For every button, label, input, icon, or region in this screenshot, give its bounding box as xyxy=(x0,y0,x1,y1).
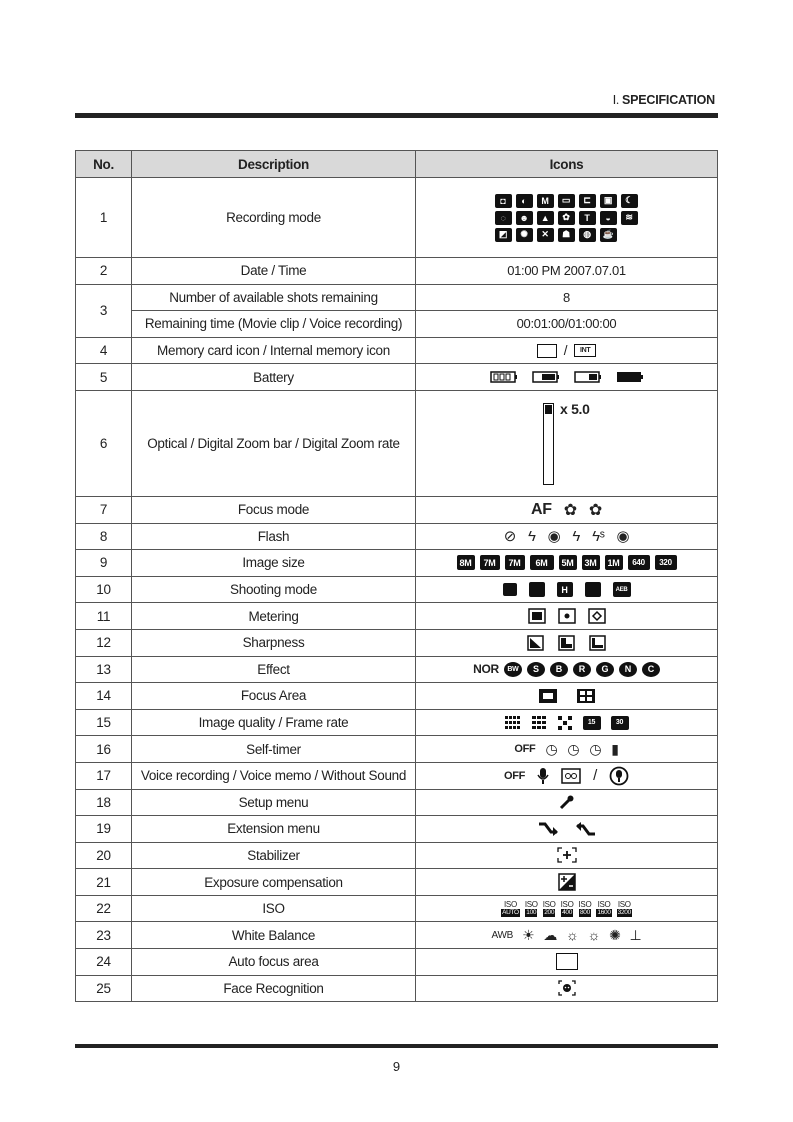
row-number: 9 xyxy=(76,550,132,577)
wrench-icon xyxy=(559,794,575,810)
row-icons xyxy=(416,496,718,523)
row-number: 2 xyxy=(76,258,132,285)
table-row xyxy=(76,842,718,869)
image-size-8m-icon: 8M xyxy=(457,555,475,570)
section-title: SPECIFICATION xyxy=(621,93,715,107)
iso-label: ISO xyxy=(578,899,592,909)
row-icons xyxy=(416,736,718,763)
page-header xyxy=(613,92,715,108)
fluorescent-h-icon: ☼ xyxy=(566,927,579,944)
continuous-shot-icon xyxy=(529,582,545,597)
sharpness-soft-icon xyxy=(527,635,544,651)
row-number: 3 xyxy=(76,284,132,337)
row-number: 24 xyxy=(76,949,132,976)
quality-normal-icon xyxy=(557,716,573,730)
movie-icon: ▣ xyxy=(600,194,617,208)
table-row xyxy=(76,629,718,656)
exposure-compensation-icon xyxy=(558,873,576,891)
row-number: 18 xyxy=(76,789,132,816)
remote-timer-icon: ▮ xyxy=(611,740,619,757)
table-row xyxy=(76,683,718,710)
battery-full-icon xyxy=(490,371,518,383)
zoom-bar-fill xyxy=(545,405,552,414)
iso-3200-icon xyxy=(617,901,632,917)
manual-icon: M xyxy=(537,194,554,208)
children-icon: ☻ xyxy=(516,211,533,225)
extension-menu-down-icon xyxy=(537,821,559,837)
effect-bw-icon: BW xyxy=(504,662,522,677)
table-row xyxy=(76,258,718,285)
cloudy-icon: ☁ xyxy=(543,926,558,943)
sharpness-vivid-icon xyxy=(589,635,606,651)
iso-auto-icon xyxy=(501,901,520,917)
text-icon: T xyxy=(579,211,596,225)
row-number: 15 xyxy=(76,709,132,736)
row-description: Setup menu xyxy=(132,789,416,816)
iso-label: ISO xyxy=(597,899,611,909)
iso-label: ISO xyxy=(560,899,574,909)
row-number: 19 xyxy=(76,816,132,843)
section-roman-numeral: Ⅰ. xyxy=(612,93,619,107)
table-row xyxy=(76,975,718,1002)
iso-label: ISO xyxy=(524,899,538,909)
row-description: Auto focus area xyxy=(132,949,416,976)
table-row xyxy=(76,337,718,364)
row-description: Remaining time (Movie clip / Voice recording) xyxy=(132,311,416,338)
iso-value: 1600 xyxy=(597,908,611,916)
high-speed-continuous-icon: H xyxy=(557,582,573,597)
flash-auto-icon: ϟ xyxy=(527,527,536,545)
row-description: Number of available shots remaining xyxy=(132,284,416,311)
row-icons xyxy=(416,895,718,922)
auto-macro-icon: ✿ xyxy=(563,501,577,519)
iso-1600-icon xyxy=(596,901,611,917)
iso-value: 100 xyxy=(526,908,537,916)
motion-capture-icon xyxy=(585,582,601,597)
column-header-no: No. xyxy=(76,151,132,178)
row-description: Sharpness xyxy=(132,629,416,656)
row-number: 14 xyxy=(76,683,132,710)
table-row xyxy=(76,576,718,603)
image-size-3m-icon: 3M xyxy=(582,555,600,570)
face-recognition-icon xyxy=(558,980,576,996)
af-frame-icon xyxy=(556,953,578,970)
effect-custom-icon: C xyxy=(642,662,660,677)
battery-two-thirds-icon xyxy=(532,371,560,383)
row-icons xyxy=(416,603,718,630)
stabilizer-icon xyxy=(557,847,577,863)
slow-sync-icon: ϟˢ xyxy=(592,527,605,545)
firework-icon: ✺ xyxy=(516,228,533,242)
row-number: 11 xyxy=(76,603,132,630)
row-description: Extension menu xyxy=(132,816,416,843)
spot-metering-icon xyxy=(558,608,576,624)
without-sound-icon xyxy=(609,766,629,786)
table-row xyxy=(76,922,718,949)
timer-off-label: OFF xyxy=(514,743,536,756)
row-number: 20 xyxy=(76,842,132,869)
voice-memo-icon xyxy=(561,768,581,784)
row-icons xyxy=(416,975,718,1002)
zoom-bar xyxy=(543,403,554,485)
night-icon: ☾ xyxy=(621,194,638,208)
iso-value: 400 xyxy=(562,908,573,916)
row-number: 8 xyxy=(76,523,132,550)
row-icons xyxy=(416,629,718,656)
iso-value: 3200 xyxy=(617,908,631,916)
table-row xyxy=(76,789,718,816)
row-description: Voice recording / Voice memo / Without Sound xyxy=(132,762,416,789)
tungsten-icon: ✺ xyxy=(609,926,621,943)
row-icons-text: 01:00 PM 2007.07.01 xyxy=(416,258,718,285)
asr-icon: ▭ xyxy=(558,194,575,208)
row-icons xyxy=(416,390,718,496)
image-size-1m-icon: 1M xyxy=(605,555,623,570)
recording-mode-icons xyxy=(416,178,718,258)
effect-normal-label: NOR xyxy=(473,662,499,677)
row-description: Image size xyxy=(132,550,416,577)
frame-rate-30-icon: 30 xyxy=(611,716,629,730)
table-row xyxy=(76,284,718,311)
table-row xyxy=(76,390,718,496)
row-icons xyxy=(416,949,718,976)
zoom-rate: x 5.0 xyxy=(560,401,590,418)
iso-value: 200 xyxy=(544,908,555,916)
row-number: 16 xyxy=(76,736,132,763)
table-header-row xyxy=(76,151,718,178)
row-icons xyxy=(416,842,718,869)
food-icon: ◍ xyxy=(579,228,596,242)
center-weighted-icon xyxy=(588,608,606,624)
aeb-icon: AEB xyxy=(613,582,631,597)
row-description: Shooting mode xyxy=(132,576,416,603)
battery-empty-icon xyxy=(616,371,644,383)
effect-negative-icon: N xyxy=(619,662,637,677)
row-icons xyxy=(416,337,718,364)
landscape-icon: ▲ xyxy=(537,211,554,225)
battery-one-third-icon xyxy=(574,371,602,383)
row-icons-text: 00:01:00/01:00:00 xyxy=(416,311,718,338)
image-size-640-icon: 640 xyxy=(628,555,650,570)
row-number: 17 xyxy=(76,762,132,789)
timer-2s-icon: ◷ xyxy=(567,740,580,757)
table-row xyxy=(76,496,718,523)
row-description: ISO xyxy=(132,895,416,922)
row-description: Metering xyxy=(132,603,416,630)
row-icons xyxy=(416,523,718,550)
page-number: 9 xyxy=(392,1059,401,1074)
row-icons xyxy=(416,869,718,896)
row-description: Exposure compensation xyxy=(132,869,416,896)
table-row xyxy=(76,709,718,736)
table-row xyxy=(76,603,718,630)
top-rule xyxy=(75,113,718,118)
beach-icon: ✕ xyxy=(537,228,554,242)
flash-off-icon: ⊘ xyxy=(503,528,516,546)
row-description: Self-timer xyxy=(132,736,416,763)
row-number: 13 xyxy=(76,656,132,683)
row-description: White Balance xyxy=(132,922,416,949)
quality-super-fine-icon xyxy=(505,716,521,730)
iso-label: ISO xyxy=(504,899,517,909)
portrait-icon: ◌ xyxy=(495,211,512,225)
dual-is-icon: ⊏ xyxy=(579,194,596,208)
frame-rate-15-icon: 15 xyxy=(583,716,601,730)
row-number: 12 xyxy=(76,629,132,656)
table-row xyxy=(76,736,718,763)
row-description: Focus Area xyxy=(132,683,416,710)
iso-200-icon xyxy=(543,901,556,917)
table-row xyxy=(76,311,718,338)
multi-af-icon xyxy=(576,688,596,704)
effect-red-icon: R xyxy=(573,662,591,677)
row-description: Recording mode xyxy=(132,178,416,258)
separator-text: / xyxy=(563,343,568,359)
timer-10s-icon: ◷ xyxy=(545,740,558,757)
program-icon: ◐ xyxy=(516,194,533,208)
closeup-icon: ✿ xyxy=(558,211,575,225)
fill-flash-icon: ϟ xyxy=(572,527,581,545)
effect-sepia-icon: S xyxy=(527,662,545,677)
row-description: Focus mode xyxy=(132,496,416,523)
extension-menu-up-icon xyxy=(575,821,597,837)
slash-separator: / xyxy=(593,767,597,785)
row-icons xyxy=(416,709,718,736)
row-icons xyxy=(416,762,718,789)
double-timer-icon: ◷ xyxy=(589,740,602,757)
row-description: Date / Time xyxy=(132,258,416,285)
row-description: Face Recognition xyxy=(132,975,416,1002)
row-description: Battery xyxy=(132,364,416,391)
table-row xyxy=(76,550,718,577)
row-number: 25 xyxy=(76,975,132,1002)
macro-icon: ✿ xyxy=(588,501,602,519)
row-icons xyxy=(416,364,718,391)
sunset-icon: ◒ xyxy=(600,211,617,225)
quality-fine-icon xyxy=(531,716,547,730)
row-icons xyxy=(416,922,718,949)
table-row xyxy=(76,895,718,922)
memory-card-icon xyxy=(537,344,557,358)
table-row xyxy=(76,364,718,391)
camera-icon: ◘ xyxy=(495,194,512,208)
table-row xyxy=(76,178,718,258)
table-row xyxy=(76,656,718,683)
row-number: 7 xyxy=(76,496,132,523)
row-number: 4 xyxy=(76,337,132,364)
red-eye-icon: ◉ xyxy=(547,528,561,546)
daylight-icon: ☀ xyxy=(522,926,535,943)
row-icons xyxy=(416,576,718,603)
row-number: 23 xyxy=(76,922,132,949)
fluorescent-l-icon: ☼ xyxy=(587,927,601,944)
cafe-icon: ☕ xyxy=(600,228,617,242)
auto-white-balance-label: AWB xyxy=(491,929,514,941)
row-description: Image quality / Frame rate xyxy=(132,709,416,736)
effect-green-icon: G xyxy=(596,662,614,677)
center-af-icon xyxy=(538,688,558,704)
row-number: 21 xyxy=(76,869,132,896)
iso-value: 800 xyxy=(579,908,590,916)
column-header-icons: Icons xyxy=(416,151,718,178)
row-icons xyxy=(416,683,718,710)
row-number: 1 xyxy=(76,178,132,258)
row-description: Stabilizer xyxy=(132,842,416,869)
row-number: 6 xyxy=(76,390,132,496)
row-description: Memory card icon / Internal memory icon xyxy=(132,337,416,364)
microphone-icon xyxy=(537,767,549,785)
row-description: Flash xyxy=(132,523,416,550)
image-size-320-icon: 320 xyxy=(655,555,677,570)
effect-blue-icon: B xyxy=(550,662,568,677)
voice-off-label: OFF xyxy=(504,769,526,782)
table-row xyxy=(76,949,718,976)
iso-800-icon xyxy=(579,901,592,917)
table-row xyxy=(76,762,718,789)
row-icons-text: 8 xyxy=(416,284,718,311)
multi-metering-icon xyxy=(528,608,546,624)
row-number: 10 xyxy=(76,576,132,603)
iso-400-icon xyxy=(561,901,574,917)
autofocus-label: AF xyxy=(531,500,552,518)
iso-value: AUTO xyxy=(502,908,519,916)
self-shot-icon: ☗ xyxy=(558,228,575,242)
image-size-6m-icon: 6M xyxy=(530,555,554,570)
image-size-5m-icon: 5M xyxy=(559,555,577,570)
red-eye-fix-icon: ◉ xyxy=(616,528,630,546)
single-shot-icon xyxy=(503,583,517,596)
row-icons xyxy=(416,550,718,577)
sharpness-normal-icon xyxy=(558,635,575,651)
row-number: 22 xyxy=(76,895,132,922)
table-row xyxy=(76,869,718,896)
table-row xyxy=(76,816,718,843)
custom-wb-icon: ⊥ xyxy=(629,926,642,943)
image-size-7m-icon: 7M xyxy=(505,555,525,570)
iso-label: ISO xyxy=(617,899,631,909)
table-row xyxy=(76,523,718,550)
row-number: 5 xyxy=(76,364,132,391)
iso-100-icon xyxy=(525,901,538,917)
backlight-icon: ◩ xyxy=(495,228,512,242)
row-icons xyxy=(416,656,718,683)
dawn-icon: ≋ xyxy=(621,211,638,225)
specification-table xyxy=(75,150,718,1002)
column-header-description: Description xyxy=(132,151,416,178)
internal-memory-icon: INT xyxy=(574,344,596,357)
row-icons xyxy=(416,789,718,816)
row-description: Effect xyxy=(132,656,416,683)
image-size-7m-wide-icon: 7M xyxy=(480,555,500,570)
row-description: Optical / Digital Zoom bar / Digital Zoom rate xyxy=(132,390,416,496)
iso-label: ISO xyxy=(542,899,556,909)
row-icons xyxy=(416,816,718,843)
bottom-rule xyxy=(75,1044,718,1048)
